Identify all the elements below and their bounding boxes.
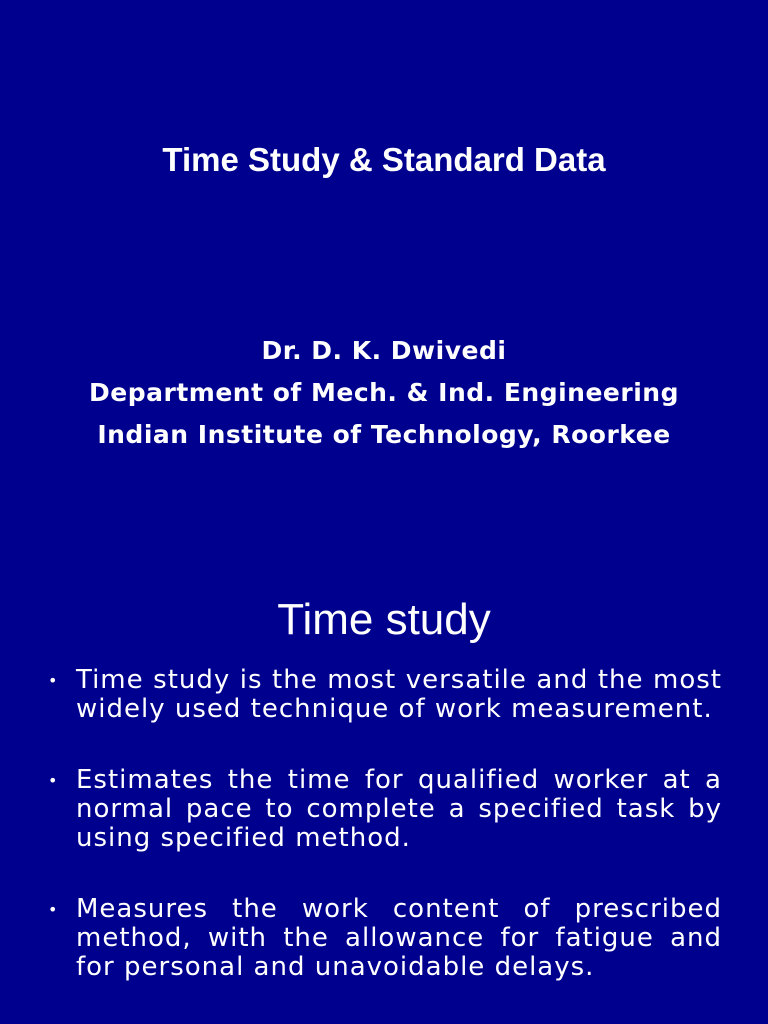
author-name: Dr. D. K. Dwivedi [261, 336, 507, 365]
bullet-list [40, 666, 722, 1024]
bullet-text: Estimates the time for qualified worker at a normal pace to complete a specified task by using specified method. [76, 765, 722, 853]
author-institute: Indian Institute of Technology, Roorkee [97, 420, 671, 449]
bullet-text: Time study is the most versatile and the most widely used technique of work measurement. [76, 665, 722, 724]
list-item [40, 895, 722, 982]
author-block [0, 330, 768, 456]
bullet-icon: • [48, 671, 58, 690]
list-item [40, 766, 722, 853]
bullet-icon: • [48, 900, 58, 919]
author-department: Department of Mech. & Ind. Engineering [89, 378, 679, 407]
slide-title: Time Study & Standard Data [162, 141, 606, 178]
bullet-text: Measures the work content of prescribed method, with the allowance for fatigue and for personal and unavoidable delays. [76, 894, 722, 982]
list-item [40, 666, 722, 724]
bullet-icon: • [48, 771, 58, 790]
section-title: Time study [277, 595, 491, 644]
